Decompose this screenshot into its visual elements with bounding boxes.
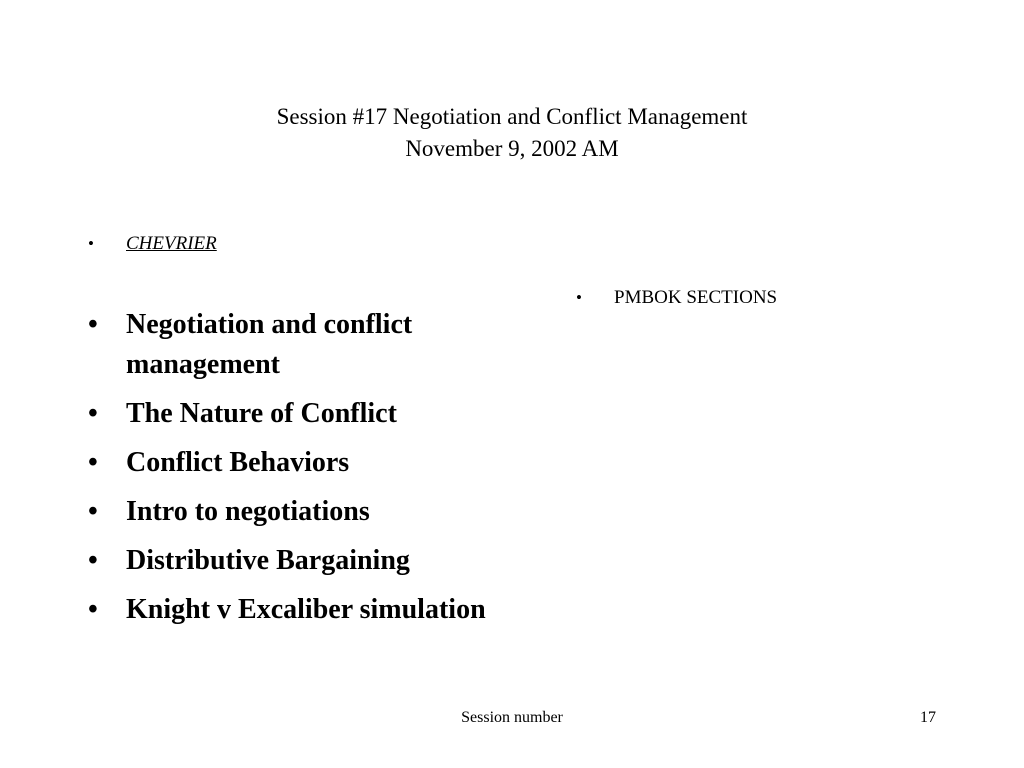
bullet-icon: •: [88, 309, 98, 340]
topic-text: Conflict Behaviors: [126, 447, 350, 478]
pmbok-text: PMBOK SECTIONS: [614, 287, 778, 308]
topic-text: The Nature of Conflict: [126, 398, 397, 429]
topic-item: [88, 590, 518, 630]
bullet-pmbok: [576, 286, 777, 310]
page-number: 17: [920, 709, 936, 726]
topic-item: [88, 305, 518, 385]
bullet-icon: •: [88, 398, 98, 429]
bullet-icon: •: [88, 496, 98, 527]
footer-label: Session number: [461, 709, 563, 726]
bullet-icon: •: [88, 545, 98, 576]
topic-item: [88, 492, 518, 532]
topic-text: Distributive Bargaining: [126, 545, 410, 576]
slide-title: [0, 101, 1024, 165]
topic-text: Negotiation and conflict management: [126, 309, 413, 380]
topic-item: [88, 394, 518, 434]
topic-item: [88, 541, 518, 581]
chevrier-text: CHEVRIER: [126, 233, 217, 254]
bullet-icon: •: [88, 447, 98, 478]
topic-text: Knight v Excaliber simulation: [126, 594, 486, 625]
topic-list: [88, 305, 518, 639]
slide-title-line-1: Session #17 Negotiation and Conflict Management: [276, 104, 748, 129]
bullet-icon: •: [576, 288, 582, 307]
bullet-icon: •: [88, 234, 94, 253]
bullet-chevrier: [88, 232, 217, 256]
topic-text: Intro to negotiations: [126, 496, 370, 527]
slide-title-line-2: November 9, 2002 AM: [405, 136, 619, 161]
topic-item: [88, 443, 518, 483]
bullet-icon: •: [88, 594, 98, 625]
